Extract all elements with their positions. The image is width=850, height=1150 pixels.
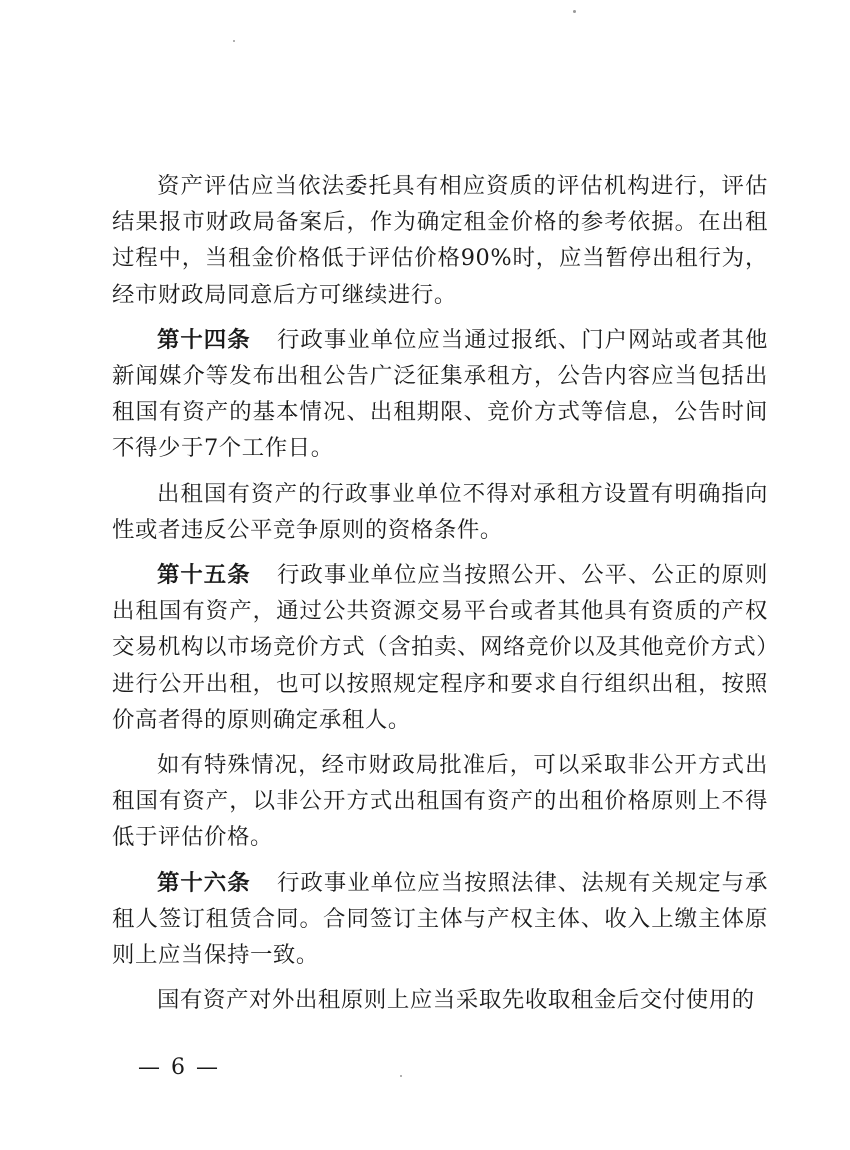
scan-speck [233,40,235,42]
article-heading: 第十六条 [157,869,251,896]
paragraph [112,557,768,738]
paragraph [112,865,768,974]
paragraph [112,982,768,1018]
paragraph-text: 行政事业单位应当按照法律、法规有关规定与承租人签订租赁合同。合同签订主体与产权主体、收入上缴主体原则上应当保持一致。 [112,869,768,969]
article-heading: 第十四条 [157,326,251,353]
paragraph [112,322,768,467]
article-heading: 第十五条 [157,562,251,589]
paragraph-text: 如有特殊情况，经市财政局批准后，可以采取非公开方式出租国有资产，以非公开方式出租国有资产的出租价格原则上不得低于评估价格。 [112,752,768,851]
scan-speck [573,10,576,13]
paragraph-text: 资产评估应当依法委托具有相应资质的评估机构进行，评估结果报市财政局备案后，作为确定租金价格的参考依据。在出租过程中，当租金价格低于评估价格90%时，应当暂停出租行为，经市财政局同意后方可继续进行。 [112,173,768,308]
paragraph-text: 国有资产对外出租原则上应当采取先收取租金后交付使用的 [157,987,755,1014]
paragraph-text: 行政事业单位应当按照公开、公平、公正的原则出租国有资产，通过公共资源交易平台或者其他具有资质的产权交易机构以市场竞价方式（含拍卖、网络竞价以及其他竞价方式）进行公开出租，也可以按照规定程序和要求自行组织出租，按照价高者得的原则确定承租人。 [112,562,768,733]
scan-speck [400,1075,402,1077]
paragraph-text: 出租国有资产的行政事业单位不得对承租方设置有明确指向性或者违反公平竞争原则的资格条件。 [112,480,768,543]
page-number: — 6 — [138,1055,220,1080]
paragraph [112,476,768,548]
paragraph [112,168,768,313]
paragraph [112,747,768,856]
document-body [112,168,768,1027]
paragraph-text: 行政事业单位应当通过报纸、门户网站或者其他新闻媒介等发布出租公告广泛征集承租方，公告内容应当包括出租国有资产的基本情况、出租期限、竞价方式等信息，公告时间不得少于7个工作日。 [112,326,768,462]
